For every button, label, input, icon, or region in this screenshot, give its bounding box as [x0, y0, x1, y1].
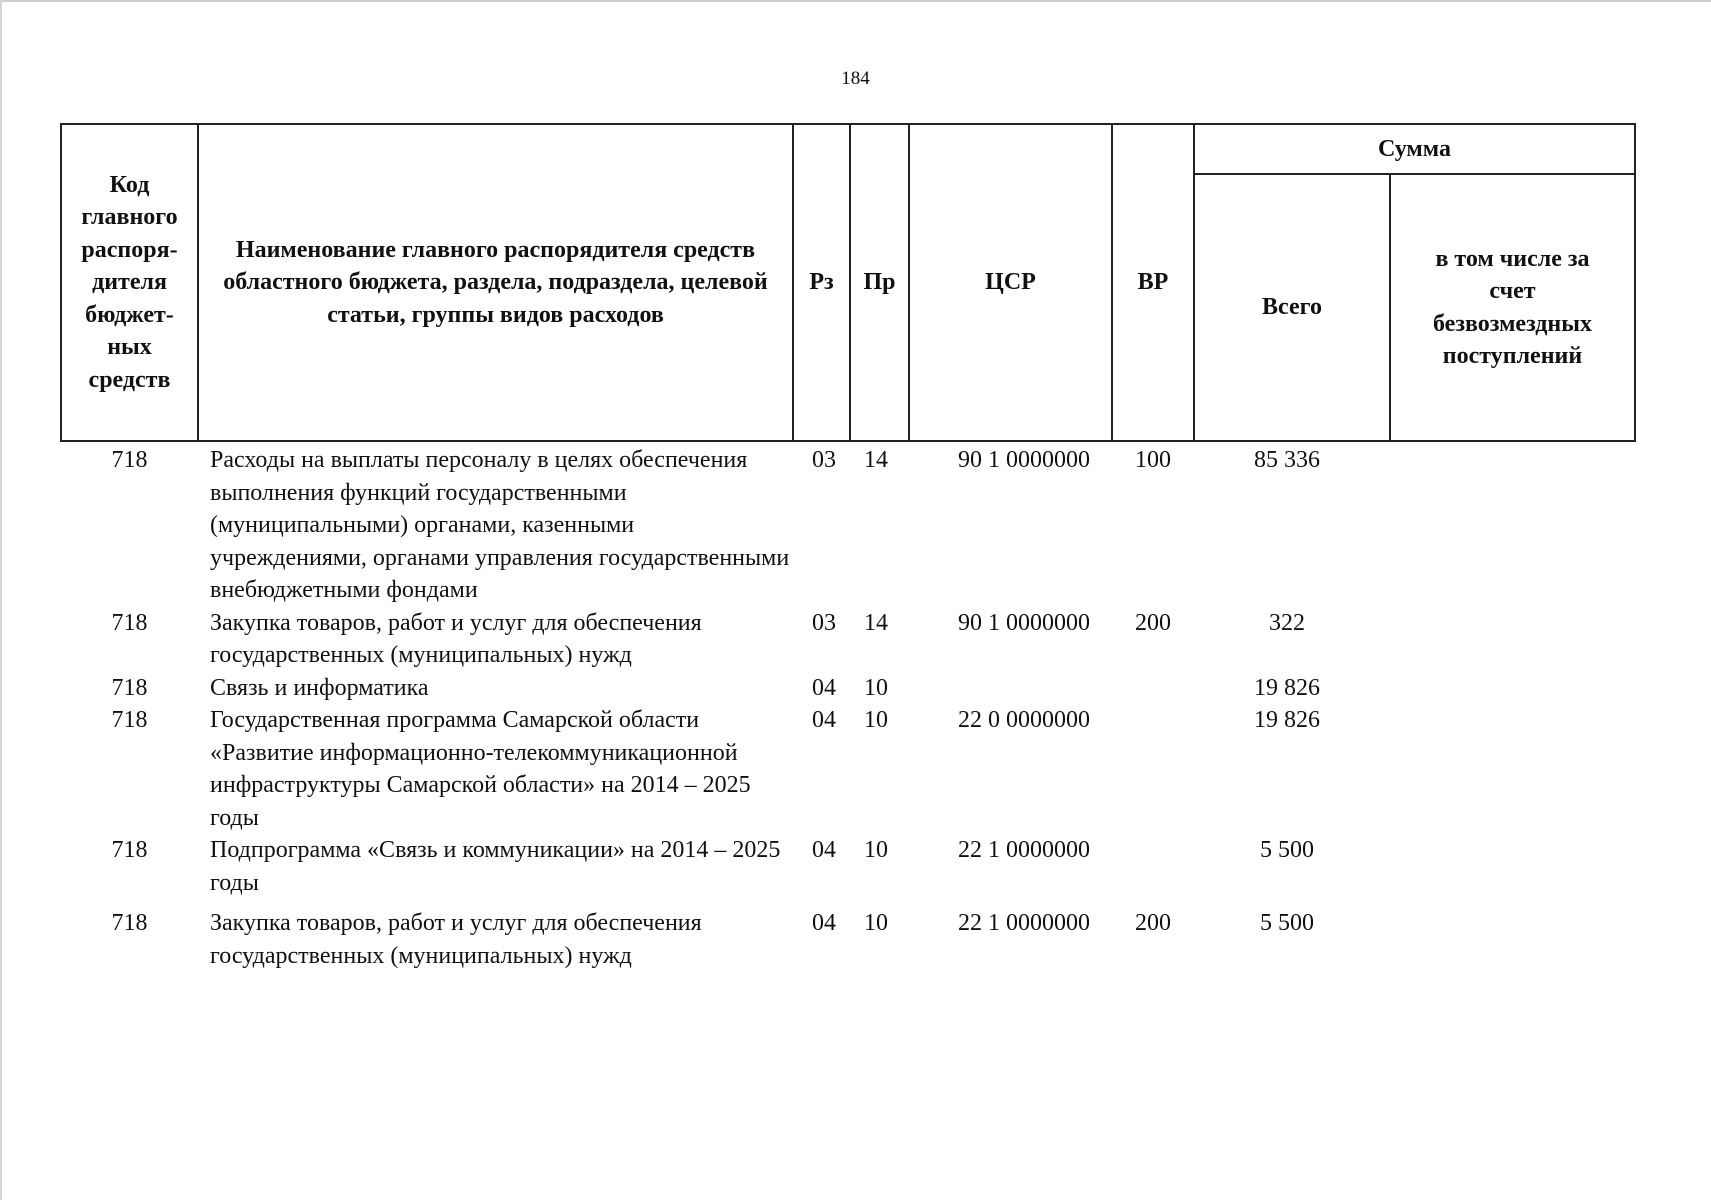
cell-code: 718: [111, 707, 148, 733]
cell-pr: 10: [864, 910, 888, 936]
budget-table: [60, 123, 1636, 972]
table-row: [61, 704, 1635, 834]
header-vr: ВР: [1112, 124, 1194, 441]
page-number: 184: [841, 68, 870, 89]
cell-total: 19 826: [1254, 707, 1320, 733]
cell-code: 718: [111, 447, 148, 473]
header-name: Наименование главного распорядителя средств областного бюджета, раздела, подраздела, целевой статьи, группы видов расходов: [198, 124, 793, 441]
cell-gratuitous: [1390, 834, 1635, 899]
page-border-left: [0, 0, 2, 1200]
header-csr: ЦСР: [909, 124, 1112, 441]
header-code: Код главного распоря-дителя бюджет-ных средств: [61, 124, 198, 441]
table-row: [61, 899, 1635, 972]
cell-rz: 03: [812, 447, 836, 473]
cell-csr: 22 0 0000000: [958, 707, 1090, 733]
cell-vr: 100: [1135, 447, 1171, 473]
cell-name: Закупка товаров, работ и услуг для обеспечения государственных (муниципальных) нужд: [210, 910, 702, 969]
cell-name: Связь и информатика: [210, 674, 429, 701]
cell-pr: 14: [864, 447, 888, 473]
cell-code: 718: [111, 609, 148, 636]
table-row: [61, 834, 1635, 899]
cell-pr: 10: [864, 837, 888, 863]
cell-gratuitous: [1390, 441, 1635, 607]
cell-total: 5 500: [1260, 837, 1314, 863]
cell-pr: 10: [864, 674, 888, 701]
header-sum: Сумма: [1194, 124, 1635, 174]
cell-name: Подпрограмма «Связь и коммуникации» на 2014 – 2025 годы: [210, 837, 781, 896]
cell-vr: 200: [1135, 609, 1171, 636]
cell-code: 718: [111, 674, 148, 701]
cell-vr: 200: [1135, 910, 1171, 936]
cell-total: 5 500: [1260, 910, 1314, 936]
cell-name: Закупка товаров, работ и услуг для обеспечения государственных (муниципальных) нужд: [210, 609, 702, 668]
cell-csr: 22 1 0000000: [958, 837, 1090, 863]
cell-total: 85 336: [1254, 447, 1320, 473]
cell-gratuitous: [1390, 672, 1635, 705]
cell-rz: 04: [812, 674, 836, 701]
cell-vr: [1112, 672, 1194, 705]
header-total: Всего: [1194, 174, 1390, 441]
cell-vr: [1112, 704, 1194, 834]
cell-csr: 90 1 0000000: [958, 447, 1090, 473]
table-row: [61, 607, 1635, 672]
cell-vr: [1112, 834, 1194, 899]
cell-csr: 90 1 0000000: [958, 609, 1090, 636]
header-rz: Рз: [793, 124, 850, 441]
table-row: [61, 441, 1635, 607]
cell-name: Расходы на выплаты персоналу в целях обеспечения выполнения функций государственными (муниципальными) органами, казенными учреждениями, органами управления государственными внебюджетными фондами: [210, 447, 790, 603]
table-row: [61, 672, 1635, 705]
header-pr: Пр: [850, 124, 909, 441]
cell-rz: 04: [812, 707, 836, 733]
header-gratuitous: в том числе за счет безвозмездных поступлений: [1390, 174, 1635, 441]
cell-pr: 10: [864, 707, 888, 733]
cell-gratuitous: [1390, 704, 1635, 834]
cell-total: 19 826: [1254, 674, 1320, 701]
cell-rz: 04: [812, 837, 836, 863]
cell-pr: 14: [864, 609, 888, 636]
cell-total: 322: [1269, 609, 1305, 636]
cell-rz: 03: [812, 609, 836, 636]
cell-gratuitous: [1390, 607, 1635, 672]
cell-rz: 04: [812, 910, 836, 936]
cell-csr: [909, 672, 1112, 705]
table-body: [61, 441, 1635, 972]
cell-code: 718: [111, 910, 148, 936]
table-header: [61, 124, 1635, 441]
cell-code: 718: [111, 837, 148, 863]
cell-gratuitous: [1390, 899, 1635, 972]
page-border-top: [0, 0, 1711, 2]
cell-csr: 22 1 0000000: [958, 910, 1090, 936]
cell-name: Государственная программа Самарской области «Развитие информационно-телекоммуникационной инфраструктуры Самарской области» на 2014 – 2025 годы: [210, 707, 751, 831]
